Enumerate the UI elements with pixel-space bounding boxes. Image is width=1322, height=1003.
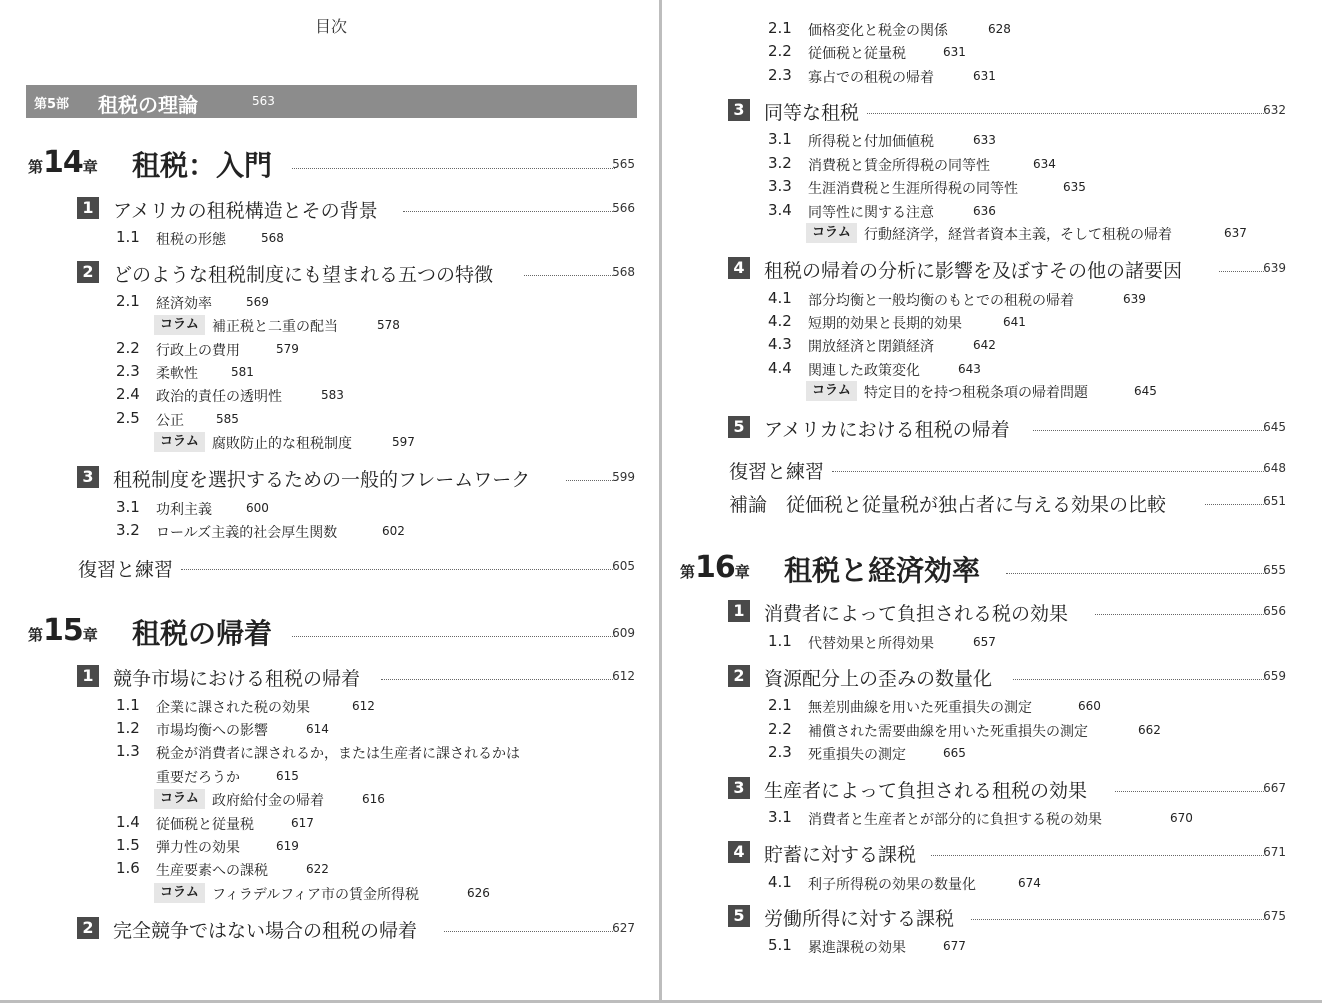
part-page: 563 (252, 94, 275, 108)
subsection-page: 583 (321, 388, 344, 402)
review-page: 648 (1263, 461, 1286, 475)
subsection-number: 1.4 (116, 813, 140, 831)
subsection-title: 寡占での租税の帰着 (808, 70, 934, 86)
chapter-16-page: 655 (1263, 563, 1286, 577)
section-title: アメリカにおける租税の帰着 (764, 419, 1010, 441)
section-page: 639 (1263, 261, 1286, 275)
section-page: 632 (1263, 103, 1286, 117)
appendix-title: 補論 従価税と従量税が独占者に与える効果の比較 (729, 494, 1167, 516)
subsection-title: 開放経済と閉鎖経済 (808, 339, 934, 355)
subsection-page: 581 (231, 365, 254, 379)
subsection-title: 補償された需要曲線を用いた死重損失の測定 (808, 724, 1088, 740)
subsection-page: 642 (973, 338, 996, 352)
subsection-number: 5.1 (768, 936, 792, 954)
subsection-number: 3.1 (768, 808, 792, 826)
column-page: 626 (467, 886, 490, 900)
subsection-number: 1.5 (116, 836, 140, 854)
subsection-page: 641 (1003, 315, 1026, 329)
section-title: 同等な租税 (764, 102, 860, 124)
subsection-title: 死重損失の測定 (808, 747, 906, 763)
subsection-page: 670 (1170, 811, 1193, 825)
subsection-title: 租税の形態 (156, 232, 226, 248)
leader-dots (867, 113, 1264, 114)
subsection-title: 功利主義 (156, 502, 212, 518)
column-tag: コラム (154, 315, 205, 335)
part-bar (26, 85, 637, 118)
column-page: 637 (1224, 226, 1247, 240)
subsection-page: 665 (943, 746, 966, 760)
column-title: 腐敗防止的な租税制度 (212, 436, 352, 452)
section-title: 租税の帰着の分析に影響を及ぼすその他の諸要因 (764, 260, 1183, 282)
subsection-number: 2.2 (768, 720, 792, 738)
subsection-title: 公正 (156, 413, 184, 429)
subsection-number: 2.2 (768, 42, 792, 60)
subsection-number: 2.2 (116, 339, 140, 357)
section-page: 667 (1263, 781, 1286, 795)
section-page: 566 (612, 201, 635, 215)
review-title: 復習と練習 (78, 559, 174, 581)
subsection-number: 2.5 (116, 409, 140, 427)
column-page: 578 (377, 318, 400, 332)
section-number: 4 (728, 841, 750, 863)
section-title: 租税制度を選択するための一般的フレームワーク (113, 469, 531, 491)
subsection-number: 2.3 (116, 362, 140, 380)
leader-dots (1006, 573, 1266, 574)
subsection-page: 600 (246, 501, 269, 515)
section-number: 1 (77, 197, 99, 219)
column-title: フィラデルフィア市の賃金所得税 (212, 887, 420, 903)
leader-dots (292, 636, 615, 637)
section-number: 2 (77, 261, 99, 283)
chapter-15-number: 第 15 章 (28, 613, 98, 648)
subsection-title: 消費者と生産者とが部分的に負担する税の効果 (808, 812, 1102, 828)
column-tag: コラム (806, 223, 857, 243)
section-number: 1 (77, 665, 99, 687)
subsection-page: 614 (306, 722, 329, 736)
subsection-page: 631 (943, 45, 966, 59)
section-page: 671 (1263, 845, 1286, 859)
subsection-number: 3.4 (768, 201, 792, 219)
subsection-number: 1.1 (768, 632, 792, 650)
leader-dots (1013, 679, 1264, 680)
subsection-title: 生涯消費税と生涯所得税の同等性 (808, 181, 1018, 197)
subsection-page: 628 (988, 22, 1011, 36)
column-title: 行動経済学，経営者資本主義，そして租税の帰着 (864, 227, 1172, 243)
section-page: 659 (1263, 669, 1286, 683)
subsection-number: 3.3 (768, 177, 792, 195)
section-title: アメリカの租税構造とその背景 (113, 200, 378, 222)
subsection-page: 674 (1018, 876, 1041, 890)
subsection-title: 累進課税の効果 (808, 940, 906, 956)
subsection-page: 643 (958, 362, 981, 376)
subsection-title-continued: 重要だろうか (156, 770, 240, 786)
subsection-page: 617 (291, 816, 314, 830)
section-title: 資源配分上の歪みの数量化 (764, 668, 993, 690)
section-title: 労働所得に対する課税 (764, 908, 955, 930)
subsection-title: 行政上の費用 (156, 343, 240, 359)
chapter-14-number: 第 14 章 (28, 145, 98, 180)
section-number: 4 (728, 257, 750, 279)
section-page: 656 (1263, 604, 1286, 618)
section-title: 競争市場における租税の帰着 (113, 668, 361, 690)
subsection-number: 1.3 (116, 742, 140, 760)
subsection-number: 1.6 (116, 859, 140, 877)
subsection-title: 所得税と付加価値税 (808, 134, 934, 150)
section-number: 1 (728, 600, 750, 622)
leader-dots (1115, 791, 1264, 792)
leader-dots (1095, 614, 1264, 615)
section-number: 2 (77, 917, 99, 939)
section-number: 3 (728, 777, 750, 799)
subsection-number: 4.2 (768, 312, 792, 330)
section-page: 645 (1263, 420, 1286, 434)
section-page: 599 (612, 470, 635, 484)
subsection-page: 633 (973, 133, 996, 147)
subsection-number: 4.1 (768, 289, 792, 307)
column-tag: コラム (154, 883, 205, 903)
part-title: 租税の理論 (98, 93, 198, 117)
subsection-number: 4.4 (768, 359, 792, 377)
subsection-number: 3.2 (116, 521, 140, 539)
subsection-page: 579 (276, 342, 299, 356)
section-title: 貯蓄に対する課税 (764, 844, 917, 866)
column-title: 補正税と二重の配当 (212, 319, 338, 335)
subsection-title: 柔軟性 (156, 366, 198, 382)
leader-dots (381, 679, 613, 680)
chapter-16-number: 第 16 章 (680, 550, 750, 585)
chapter-15-page: 609 (612, 626, 635, 640)
leader-dots (403, 211, 613, 212)
column-page: 597 (392, 435, 415, 449)
column-tag: コラム (154, 789, 205, 809)
subsection-number: 4.1 (768, 873, 792, 891)
subsection-number: 1.1 (116, 228, 140, 246)
subsection-page: 602 (382, 524, 405, 538)
subsection-title: 価格変化と税金の関係 (808, 23, 948, 39)
column-tag: コラム (806, 381, 857, 401)
review-title: 復習と練習 (729, 461, 825, 483)
leader-dots (832, 471, 1264, 472)
part-label: 第5部 (34, 97, 70, 112)
section-page: 675 (1263, 909, 1286, 923)
leader-dots (292, 168, 615, 169)
section-page: 612 (612, 669, 635, 683)
subsection-title: 部分均衡と一般均衡のもとでの租税の帰着 (808, 293, 1074, 309)
subsection-page: 639 (1123, 292, 1146, 306)
subsection-page: 622 (306, 862, 329, 876)
leader-dots (1205, 504, 1264, 505)
leader-dots (524, 275, 613, 276)
subsection-title: 企業に課された税の効果 (156, 700, 310, 716)
section-number: 2 (728, 665, 750, 687)
chapter-14-page: 565 (612, 157, 635, 171)
subsection-title: 代替効果と所得効果 (808, 636, 934, 652)
subsection-number: 3.1 (768, 130, 792, 148)
subsection-title: 短期的効果と長期的効果 (808, 316, 962, 332)
subsection-number: 2.3 (768, 66, 792, 84)
subsection-page: 657 (973, 635, 996, 649)
column-tag: コラム (154, 432, 205, 452)
left-page (0, 0, 659, 1000)
subsection-number: 2.1 (768, 19, 792, 37)
subsection-number: 4.3 (768, 335, 792, 353)
subsection-page: 568 (261, 231, 284, 245)
leader-dots (971, 919, 1264, 920)
column-page: 645 (1134, 384, 1157, 398)
subsection-title: 弾力性の効果 (156, 840, 240, 856)
subsection-number: 3.2 (768, 154, 792, 172)
subsection-number: 2.1 (116, 292, 140, 310)
chapter-16-title: 租税と経済効率 (784, 554, 981, 587)
section-number: 5 (728, 905, 750, 927)
subsection-title: 関連した政策変化 (808, 363, 920, 379)
leader-dots (931, 855, 1264, 856)
subsection-number: 1.2 (116, 719, 140, 737)
subsection-page: 636 (973, 204, 996, 218)
subsection-title: 無差別曲線を用いた死重損失の測定 (808, 700, 1032, 716)
subsection-page: 569 (246, 295, 269, 309)
appendix-page: 651 (1263, 494, 1286, 508)
running-header: 目次 (315, 17, 348, 36)
subsection-title: 同等性に関する注意 (808, 205, 934, 221)
subsection-page: 615 (276, 769, 299, 783)
section-page: 627 (612, 921, 635, 935)
subsection-number: 2.3 (768, 743, 792, 761)
subsection-title: 市場均衡への影響 (156, 723, 268, 739)
subsection-title: 従価税と従量税 (808, 46, 906, 62)
subsection-number: 2.1 (768, 696, 792, 714)
subsection-page: 634 (1033, 157, 1056, 171)
subsection-page: 660 (1078, 699, 1101, 713)
column-title: 特定目的を持つ租税条項の帰着問題 (864, 385, 1088, 401)
subsection-title: ロールズ主義的社会厚生関数 (156, 525, 338, 541)
column-title: 政府給付金の帰着 (212, 793, 324, 809)
subsection-title: 利子所得税の効果の数量化 (808, 877, 976, 893)
section-number: 5 (728, 416, 750, 438)
subsection-number: 1.1 (116, 696, 140, 714)
section-page: 568 (612, 265, 635, 279)
subsection-page: 585 (216, 412, 239, 426)
subsection-page: 662 (1138, 723, 1161, 737)
section-title: 生産者によって負担される租税の効果 (764, 780, 1088, 802)
subsection-page: 635 (1063, 180, 1086, 194)
section-title: 完全競争ではない場合の租税の帰着 (113, 920, 418, 942)
section-number: 3 (728, 99, 750, 121)
column-page: 616 (362, 792, 385, 806)
subsection-number: 3.1 (116, 498, 140, 516)
subsection-page: 631 (973, 69, 996, 83)
leader-dots (1033, 430, 1264, 431)
chapter-15-title: 租税の帰着 (132, 617, 273, 650)
leader-dots (444, 931, 613, 932)
subsection-page: 619 (276, 839, 299, 853)
leader-dots (566, 480, 613, 481)
subsection-page: 612 (352, 699, 375, 713)
right-page (662, 0, 1322, 1000)
section-title: どのような租税制度にも望まれる五つの特徴 (113, 264, 494, 286)
section-title: 消費者によって負担される税の効果 (764, 603, 1069, 625)
leader-dots (1219, 271, 1264, 272)
subsection-page: 677 (943, 939, 966, 953)
subsection-title: 従価税と従量税 (156, 817, 254, 833)
subsection-number: 2.4 (116, 385, 140, 403)
subsection-title: 消費税と賃金所得税の同等性 (808, 158, 990, 174)
leader-dots (181, 569, 613, 570)
subsection-title: 税金が消費者に課されるか，または生産者に課されるかは (156, 746, 520, 762)
subsection-title: 経済効率 (156, 296, 212, 312)
section-number: 3 (77, 466, 99, 488)
subsection-title: 政治的責任の透明性 (156, 389, 282, 405)
subsection-title: 生産要素への課税 (156, 863, 268, 879)
review-page: 605 (612, 559, 635, 573)
chapter-14-title: 租税：入門 (132, 149, 273, 182)
